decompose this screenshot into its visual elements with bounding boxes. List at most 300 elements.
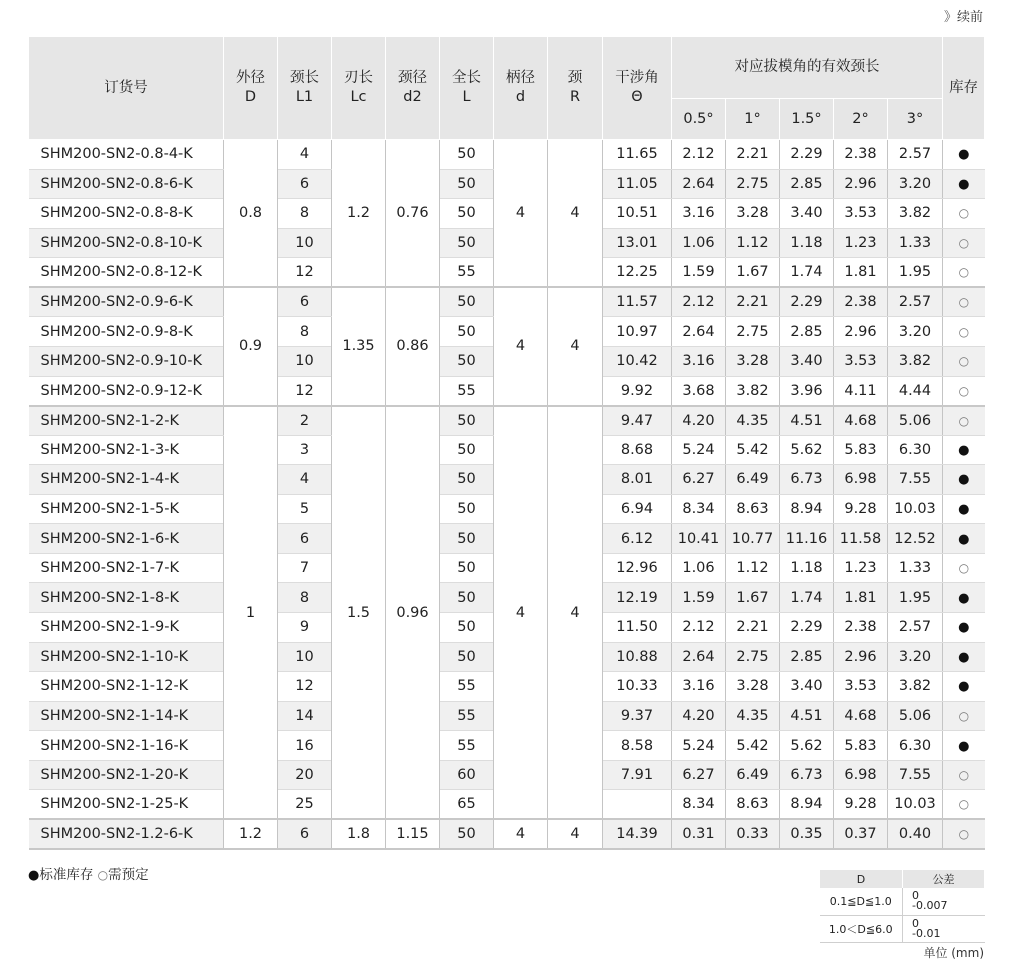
shank-diameter: 4	[494, 140, 548, 288]
overall-length: 60	[440, 760, 494, 790]
header-angle: 0.5°	[672, 99, 726, 140]
effective-length: 6.30	[888, 731, 943, 761]
effective-length: 1.59	[672, 583, 726, 613]
stock-order-icon: ○	[958, 235, 970, 250]
effective-length: 3.68	[672, 376, 726, 406]
interference-angle: 9.37	[603, 701, 672, 731]
neck-length: 20	[278, 760, 332, 790]
stock-full-icon: ●	[958, 738, 970, 754]
outer-diameter: 0.8	[224, 140, 278, 288]
stock-status	[943, 435, 985, 465]
order-code: SHM200-SN2-0.9-12-K	[29, 376, 224, 406]
effective-length: 1.23	[834, 228, 888, 258]
neck-length: 10	[278, 642, 332, 672]
effective-length: 8.63	[726, 790, 780, 820]
neck-radius: 4	[548, 287, 603, 405]
effective-length: 2.38	[834, 613, 888, 643]
effective-length: 5.42	[726, 435, 780, 465]
interference-angle: 8.58	[603, 731, 672, 761]
effective-length: 2.75	[726, 317, 780, 347]
neck-length: 16	[278, 731, 332, 761]
overall-length: 50	[440, 228, 494, 258]
stock-status	[943, 228, 985, 258]
stock-status	[943, 819, 985, 849]
effective-length: 2.64	[672, 317, 726, 347]
effective-length: 8.34	[672, 790, 726, 820]
effective-length: 3.82	[888, 672, 943, 702]
interference-angle: 8.68	[603, 435, 672, 465]
effective-length: 3.53	[834, 199, 888, 229]
overall-length: 50	[440, 140, 494, 170]
legend-full-label: 标准库存	[39, 867, 94, 883]
effective-length: 5.62	[780, 435, 834, 465]
unit-label: 单位 (mm)	[923, 946, 984, 960]
interference-angle: 11.05	[603, 169, 672, 199]
overall-length: 50	[440, 494, 494, 524]
interference-angle: 10.97	[603, 317, 672, 347]
order-stock-icon: ○	[97, 868, 109, 882]
stock-status	[943, 613, 985, 643]
effective-length: 1.18	[780, 553, 834, 583]
effective-length: 3.28	[726, 672, 780, 702]
stock-order-icon: ○	[958, 206, 970, 221]
interference-angle: 12.25	[603, 258, 672, 288]
neck-length: 12	[278, 376, 332, 406]
effective-length: 1.33	[888, 228, 943, 258]
effective-length: 2.21	[726, 287, 780, 317]
order-code: SHM200-SN2-1-4-K	[29, 465, 224, 495]
neck-length: 9	[278, 613, 332, 643]
continued-label: 》续前	[943, 10, 983, 25]
interference-angle: 11.65	[603, 140, 672, 170]
legend-empty-label: 需预定	[108, 867, 149, 883]
effective-length: 6.27	[672, 760, 726, 790]
order-code: SHM200-SN2-1-20-K	[29, 760, 224, 790]
stock-full-icon: ●	[958, 442, 970, 458]
effective-length: 5.83	[834, 731, 888, 761]
effective-length: 4.51	[780, 701, 834, 731]
effective-length: 8.63	[726, 494, 780, 524]
interference-angle: 10.42	[603, 346, 672, 376]
effective-length: 6.49	[726, 760, 780, 790]
header-L1: 颈长 L1	[278, 37, 332, 140]
overall-length: 55	[440, 376, 494, 406]
header-L: 全长 L	[440, 37, 494, 140]
order-code: SHM200-SN2-0.9-8-K	[29, 317, 224, 347]
effective-length: 1.81	[834, 258, 888, 288]
header-code: 订货号	[29, 37, 224, 140]
effective-length: 7.55	[888, 465, 943, 495]
overall-length: 50	[440, 287, 494, 317]
overall-length: 50	[440, 346, 494, 376]
neck-length: 12	[278, 258, 332, 288]
header-angle: 3°	[888, 99, 943, 140]
tolerance-header-tol: 公差	[903, 870, 985, 888]
effective-length: 4.35	[726, 701, 780, 731]
shank-diameter: 4	[494, 406, 548, 820]
table-row	[29, 287, 985, 317]
stock-order-icon: ○	[958, 768, 970, 783]
neck-length: 6	[278, 169, 332, 199]
effective-length: 2.12	[672, 140, 726, 170]
stock-status	[943, 760, 985, 790]
stock-order-icon: ○	[958, 413, 970, 428]
neck-diameter: 0.86	[386, 287, 440, 405]
effective-length: 1.81	[834, 583, 888, 613]
interference-angle: 10.51	[603, 199, 672, 229]
effective-length: 1.12	[726, 228, 780, 258]
effective-length: 1.18	[780, 228, 834, 258]
header-d2: 颈径 d2	[386, 37, 440, 140]
neck-length: 4	[278, 465, 332, 495]
stock-full-icon: ●	[958, 649, 970, 665]
overall-length: 50	[440, 613, 494, 643]
interference-angle: 13.01	[603, 228, 672, 258]
effective-length: 1.23	[834, 553, 888, 583]
effective-length: 1.95	[888, 258, 943, 288]
order-code: SHM200-SN2-0.8-10-K	[29, 228, 224, 258]
product-rows	[29, 140, 985, 850]
effective-length: 3.40	[780, 199, 834, 229]
outer-diameter: 0.9	[224, 287, 278, 405]
order-code: SHM200-SN2-0.9-10-K	[29, 346, 224, 376]
neck-diameter: 0.96	[386, 406, 440, 820]
effective-length: 1.06	[672, 228, 726, 258]
effective-length: 6.73	[780, 760, 834, 790]
tolerance-range: 1.0＜D≦6.0	[820, 915, 903, 942]
stock-status	[943, 672, 985, 702]
effective-length: 0.35	[780, 819, 834, 849]
effective-length: 0.31	[672, 819, 726, 849]
effective-length: 1.95	[888, 583, 943, 613]
effective-length: 8.94	[780, 790, 834, 820]
header-angle: 2°	[834, 99, 888, 140]
order-code: SHM200-SN2-0.9-6-K	[29, 287, 224, 317]
effective-length: 5.62	[780, 731, 834, 761]
effective-length: 5.42	[726, 731, 780, 761]
outer-diameter: 1	[224, 406, 278, 820]
header-angle: 1°	[726, 99, 780, 140]
effective-length: 2.96	[834, 169, 888, 199]
shank-diameter: 4	[494, 819, 548, 849]
overall-length: 65	[440, 790, 494, 820]
effective-length: 3.53	[834, 672, 888, 702]
order-code: SHM200-SN2-1-25-K	[29, 790, 224, 820]
overall-length: 50	[440, 642, 494, 672]
neck-length: 10	[278, 346, 332, 376]
effective-length: 1.74	[780, 583, 834, 613]
order-code: SHM200-SN2-0.8-4-K	[29, 140, 224, 170]
overall-length: 50	[440, 317, 494, 347]
stock-status	[943, 317, 985, 347]
effective-length: 2.21	[726, 140, 780, 170]
effective-length: 4.35	[726, 406, 780, 436]
table-row	[29, 140, 985, 170]
header-R: 颈 R	[548, 37, 603, 140]
neck-length: 10	[278, 228, 332, 258]
neck-length: 6	[278, 287, 332, 317]
table-row	[29, 819, 985, 849]
header-D: 外径 D	[224, 37, 278, 140]
neck-length: 4	[278, 140, 332, 170]
stock-status	[943, 790, 985, 820]
stock-status	[943, 169, 985, 199]
stock-status	[943, 258, 985, 288]
effective-length: 3.20	[888, 642, 943, 672]
effective-length: 4.68	[834, 406, 888, 436]
effective-length: 3.16	[672, 346, 726, 376]
effective-length: 5.83	[834, 435, 888, 465]
effective-length: 1.67	[726, 583, 780, 613]
effective-length: 2.64	[672, 169, 726, 199]
stock-order-icon: ○	[958, 561, 970, 576]
effective-length: 2.21	[726, 613, 780, 643]
outer-diameter: 1.2	[224, 819, 278, 849]
overall-length: 50	[440, 406, 494, 436]
stock-order-icon: ○	[958, 324, 970, 339]
interference-angle: 6.12	[603, 524, 672, 554]
effective-length: 1.74	[780, 258, 834, 288]
neck-length: 12	[278, 672, 332, 702]
effective-length: 2.57	[888, 613, 943, 643]
order-code: SHM200-SN2-0.8-8-K	[29, 199, 224, 229]
stock-full-icon: ●	[958, 590, 970, 606]
effective-length: 5.06	[888, 406, 943, 436]
effective-length: 2.12	[672, 287, 726, 317]
stock-full-icon: ●	[958, 531, 970, 547]
effective-length: 9.28	[834, 790, 888, 820]
stock-full-icon: ●	[958, 679, 970, 695]
neck-length: 14	[278, 701, 332, 731]
effective-length: 11.58	[834, 524, 888, 554]
neck-length: 3	[278, 435, 332, 465]
effective-length: 2.85	[780, 317, 834, 347]
effective-length: 3.82	[888, 346, 943, 376]
order-code: SHM200-SN2-0.8-12-K	[29, 258, 224, 288]
neck-length: 25	[278, 790, 332, 820]
order-code: SHM200-SN2-1-16-K	[29, 731, 224, 761]
stock-order-icon: ○	[958, 708, 970, 723]
effective-length: 2.75	[726, 642, 780, 672]
overall-length: 50	[440, 465, 494, 495]
overall-length: 50	[440, 524, 494, 554]
effective-length: 3.40	[780, 346, 834, 376]
effective-length: 1.06	[672, 553, 726, 583]
effective-length: 2.29	[780, 613, 834, 643]
order-code: SHM200-SN2-1-12-K	[29, 672, 224, 702]
interference-angle	[603, 790, 672, 820]
cutting-length: 1.35	[332, 287, 386, 405]
cutting-length: 1.8	[332, 819, 386, 849]
effective-length: 4.11	[834, 376, 888, 406]
effective-length: 4.44	[888, 376, 943, 406]
effective-length: 3.53	[834, 346, 888, 376]
header-theta: 干涉角 Θ	[603, 37, 672, 140]
overall-length: 55	[440, 731, 494, 761]
shank-diameter: 4	[494, 287, 548, 405]
effective-length: 7.55	[888, 760, 943, 790]
effective-length: 1.33	[888, 553, 943, 583]
effective-length: 2.12	[672, 613, 726, 643]
effective-length: 1.59	[672, 258, 726, 288]
neck-length: 8	[278, 583, 332, 613]
interference-angle: 10.88	[603, 642, 672, 672]
effective-length: 2.57	[888, 140, 943, 170]
stock-full-icon: ●	[958, 472, 970, 488]
interference-angle: 9.92	[603, 376, 672, 406]
effective-length: 6.30	[888, 435, 943, 465]
effective-length: 6.73	[780, 465, 834, 495]
stock-status	[943, 199, 985, 229]
neck-length: 6	[278, 819, 332, 849]
effective-length: 3.20	[888, 169, 943, 199]
neck-diameter: 1.15	[386, 819, 440, 849]
stock-order-icon: ○	[958, 827, 970, 842]
stock-order-icon: ○	[958, 383, 970, 398]
stock-status	[943, 376, 985, 406]
interference-angle: 11.57	[603, 287, 672, 317]
cutting-length: 1.2	[332, 140, 386, 288]
overall-length: 50	[440, 553, 494, 583]
effective-length: 12.52	[888, 524, 943, 554]
interference-angle: 12.96	[603, 553, 672, 583]
stock-full-icon: ●	[958, 176, 970, 192]
stock-status	[943, 140, 985, 170]
interference-angle: 9.47	[603, 406, 672, 436]
effective-length: 3.96	[780, 376, 834, 406]
order-code: SHM200-SN2-1-14-K	[29, 701, 224, 731]
interference-angle: 14.39	[603, 819, 672, 849]
order-code: SHM200-SN2-1-10-K	[29, 642, 224, 672]
stock-order-icon: ○	[958, 354, 970, 369]
effective-length: 3.28	[726, 346, 780, 376]
order-code: SHM200-SN2-0.8-6-K	[29, 169, 224, 199]
interference-angle: 12.19	[603, 583, 672, 613]
effective-length: 3.28	[726, 199, 780, 229]
neck-length: 7	[278, 553, 332, 583]
stock-status	[943, 701, 985, 731]
order-code: SHM200-SN2-1-3-K	[29, 435, 224, 465]
effective-length: 10.03	[888, 494, 943, 524]
overall-length: 55	[440, 672, 494, 702]
neck-length: 2	[278, 406, 332, 436]
stock-order-icon: ○	[958, 295, 970, 310]
stock-legend	[28, 863, 149, 883]
interference-angle: 6.94	[603, 494, 672, 524]
effective-length: 2.29	[780, 287, 834, 317]
stock-status	[943, 346, 985, 376]
stock-status	[943, 494, 985, 524]
interference-angle: 7.91	[603, 760, 672, 790]
order-code: SHM200-SN2-1-5-K	[29, 494, 224, 524]
overall-length: 50	[440, 819, 494, 849]
effective-length: 3.40	[780, 672, 834, 702]
effective-length: 3.82	[888, 199, 943, 229]
effective-length: 2.38	[834, 287, 888, 317]
stock-full-icon: ●	[958, 147, 970, 163]
effective-length: 8.34	[672, 494, 726, 524]
tolerance-value: 0 -0.007	[903, 888, 985, 915]
table-row	[29, 406, 985, 436]
effective-length: 11.16	[780, 524, 834, 554]
full-stock-icon: ●	[28, 868, 40, 883]
interference-angle: 8.01	[603, 465, 672, 495]
effective-length: 2.85	[780, 169, 834, 199]
cutting-length: 1.5	[332, 406, 386, 820]
effective-length: 0.40	[888, 819, 943, 849]
header-stock: 库存	[943, 37, 985, 140]
effective-length: 5.24	[672, 435, 726, 465]
effective-length: 2.75	[726, 169, 780, 199]
order-code: SHM200-SN2-1-8-K	[29, 583, 224, 613]
header-d: 柄径 d	[494, 37, 548, 140]
overall-length: 50	[440, 435, 494, 465]
interference-angle: 11.50	[603, 613, 672, 643]
stock-status	[943, 465, 985, 495]
effective-length: 2.38	[834, 140, 888, 170]
stock-order-icon: ○	[958, 265, 970, 280]
effective-length: 3.20	[888, 317, 943, 347]
overall-length: 50	[440, 199, 494, 229]
effective-length: 5.06	[888, 701, 943, 731]
stock-status	[943, 524, 985, 554]
neck-length: 8	[278, 199, 332, 229]
effective-length: 0.37	[834, 819, 888, 849]
effective-length: 1.67	[726, 258, 780, 288]
stock-full-icon: ●	[958, 502, 970, 518]
effective-length: 10.03	[888, 790, 943, 820]
effective-length: 10.77	[726, 524, 780, 554]
order-code: SHM200-SN2-1-9-K	[29, 613, 224, 643]
effective-length: 10.41	[672, 524, 726, 554]
stock-status	[943, 287, 985, 317]
overall-length: 50	[440, 169, 494, 199]
neck-radius: 4	[548, 140, 603, 288]
overall-length: 50	[440, 583, 494, 613]
tolerance-header-D: D	[820, 870, 903, 888]
stock-status	[943, 642, 985, 672]
neck-length: 6	[278, 524, 332, 554]
neck-length: 5	[278, 494, 332, 524]
tolerance-table	[819, 870, 985, 943]
effective-length: 6.49	[726, 465, 780, 495]
tolerance-value: 0 -0.01	[903, 915, 985, 942]
neck-radius: 4	[548, 406, 603, 820]
interference-angle: 10.33	[603, 672, 672, 702]
effective-length: 5.24	[672, 731, 726, 761]
effective-length: 4.20	[672, 701, 726, 731]
effective-length: 1.12	[726, 553, 780, 583]
effective-length: 4.20	[672, 406, 726, 436]
header-Lc: 刃长 Lc	[332, 37, 386, 140]
effective-length: 3.16	[672, 199, 726, 229]
stock-status	[943, 731, 985, 761]
effective-length: 8.94	[780, 494, 834, 524]
stock-status	[943, 553, 985, 583]
neck-radius: 4	[548, 819, 603, 849]
stock-full-icon: ●	[958, 620, 970, 636]
effective-length: 9.28	[834, 494, 888, 524]
stock-status	[943, 406, 985, 436]
effective-length: 0.33	[726, 819, 780, 849]
stock-order-icon: ○	[958, 797, 970, 812]
effective-length: 2.29	[780, 140, 834, 170]
effective-length: 2.57	[888, 287, 943, 317]
header-angle: 1.5°	[780, 99, 834, 140]
effective-length: 3.16	[672, 672, 726, 702]
neck-length: 8	[278, 317, 332, 347]
order-code: SHM200-SN2-1.2-6-K	[29, 819, 224, 849]
